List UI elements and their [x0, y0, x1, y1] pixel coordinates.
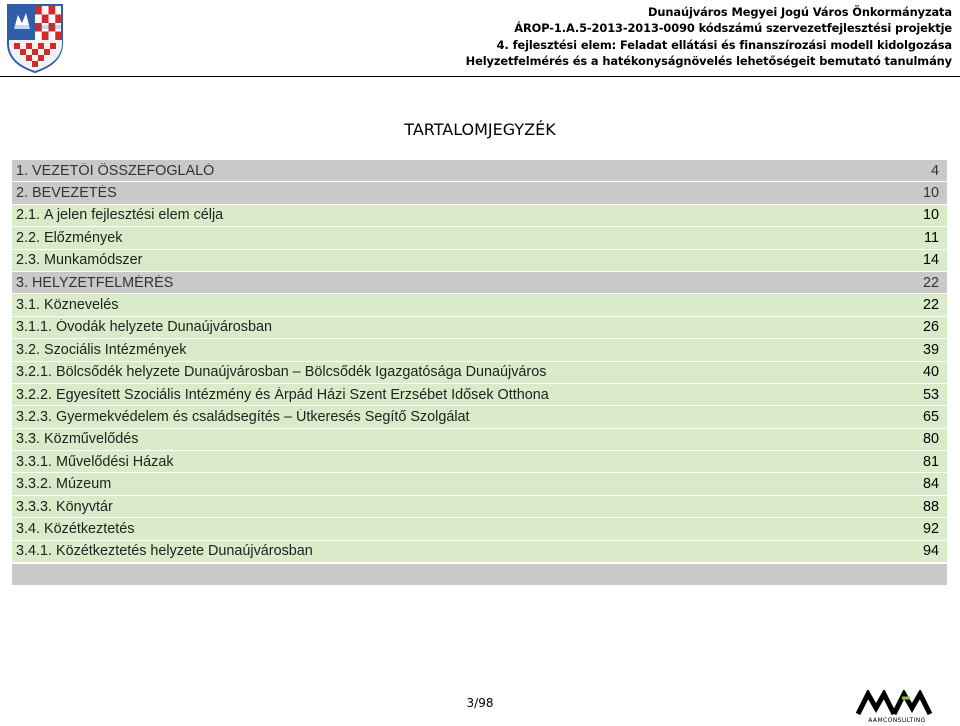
- toc-entry-number: 2.1.: [16, 207, 41, 224]
- aam-consulting-logo: [856, 690, 938, 724]
- toc-entry-number: 3.3.3.: [16, 498, 53, 515]
- toc-entry-page: 53: [922, 386, 939, 403]
- header-divider: [0, 76, 960, 77]
- toc-entry[interactable]: [12, 429, 947, 450]
- header-line-development-element: 4. fejlesztési elem: Feladat ellátási és finanszírozási modell kidolgozása: [496, 37, 952, 52]
- toc-entry-label: Gyermekvédelem és családsegítés – Útkeresés Segítő Szolgálat: [56, 408, 470, 425]
- toc-entry-number: 3.2.1.: [16, 364, 53, 381]
- header-line-study-title: Helyzetfelmérés és a hatékonyságnövelés lehetőségeit bemutató tanulmány: [465, 54, 952, 69]
- toc-entry[interactable]: [12, 541, 947, 562]
- toc-entry-label: Köznevelés: [44, 297, 119, 314]
- toc-entry-page: 92: [922, 520, 939, 537]
- toc-entry-page: 81: [922, 453, 939, 470]
- toc-entry[interactable]: [12, 182, 947, 203]
- toc-entry-page: 4: [930, 162, 939, 179]
- toc-title: TARTALOMJEGYZÉK: [404, 120, 556, 139]
- toc-entry-page: 94: [922, 543, 939, 560]
- toc-entry-number: 3.2.2.: [16, 386, 53, 403]
- toc-entry[interactable]: [12, 339, 947, 360]
- toc-entry-number: 3.2.3.: [16, 408, 53, 425]
- toc-entry[interactable]: [12, 317, 947, 338]
- toc-entry-label: BEVEZETÉS: [32, 185, 117, 202]
- toc-entry[interactable]: [12, 160, 947, 181]
- toc-entry-label: Szociális Intézmények: [44, 341, 187, 358]
- header-line-municipality: Dunaújváros Megyei Jogú Város Önkormányzata: [647, 5, 952, 19]
- toc-entry-label: Művelődési Házak: [56, 453, 174, 470]
- toc-entry-number: 3.4.1.: [16, 543, 53, 560]
- toc-entry-page: 65: [922, 408, 939, 425]
- toc-entry[interactable]: [12, 451, 947, 472]
- toc-entry-label: VEZETŐI ÖSSZEFOGLALÓ: [32, 162, 215, 179]
- toc-entry-number: 2.3.: [16, 252, 41, 269]
- toc-entry[interactable]: [12, 473, 947, 494]
- toc-entry-page: 22: [922, 297, 939, 314]
- toc-entry-number: 3.4.: [16, 520, 41, 537]
- aam-consulting-logo-icon: [856, 690, 938, 716]
- header-text-block: [466, 4, 952, 70]
- logo-text: AAMCONSULTING: [868, 717, 926, 724]
- toc-entry[interactable]: [12, 496, 947, 517]
- toc-entry-page: 22: [922, 274, 939, 291]
- toc-entry-label: Egyesített Szociális Intézmény és Árpád Házi Szent Erzsébet Idősek Otthona: [56, 386, 549, 403]
- page-header: [0, 0, 960, 76]
- coat-of-arms-icon: [6, 3, 64, 73]
- toc-entry-number: 3.: [16, 274, 29, 291]
- toc-entry-number: 3.3.2.: [16, 476, 53, 493]
- toc-entry-page: 80: [922, 431, 939, 448]
- toc-entry-label: Könyvtár: [56, 498, 113, 515]
- toc-entry-number: 3.3.1.: [16, 453, 53, 470]
- toc-entry-label: A jelen fejlesztési elem célja: [44, 207, 224, 224]
- toc-entry[interactable]: [12, 362, 947, 383]
- toc-entry-number: 3.2.: [16, 341, 41, 358]
- toc-entry-page: 10: [922, 185, 939, 202]
- toc-entry[interactable]: [12, 406, 947, 427]
- toc-entry[interactable]: [12, 205, 947, 226]
- toc-entry-page: 40: [922, 364, 939, 381]
- toc-entry-page: 10: [922, 207, 939, 224]
- toc-entry[interactable]: [12, 518, 947, 539]
- toc-entry[interactable]: [12, 272, 947, 293]
- toc-entry-label: Bölcsődék helyzete Dunaújvárosban – Bölcsődék Igazgatósága Dunaújváros: [56, 364, 547, 381]
- toc-entry-page: 84: [922, 476, 939, 493]
- header-line-project-code: ÁROP-1.A.5-2013-2013-0090 kódszámú szervezetfejlesztési projektje: [514, 21, 952, 36]
- page-number: 3/98: [466, 696, 494, 710]
- toc-entry-number: 3.1.1.: [16, 319, 53, 336]
- toc-entry-page: 11: [924, 229, 939, 246]
- toc-empty-row: [12, 564, 947, 585]
- table-of-contents: [12, 160, 947, 585]
- toc-entry-label: HELYZETFELMÉRÉS: [32, 274, 174, 291]
- toc-entry[interactable]: [12, 250, 947, 271]
- toc-entry-label: Múzeum: [56, 476, 112, 493]
- toc-entry-label: Előzmények: [44, 229, 123, 246]
- toc-entry-number: 2.: [16, 185, 29, 202]
- toc-entries: [12, 160, 947, 562]
- toc-entry-page: 26: [922, 319, 939, 336]
- toc-entry[interactable]: [12, 384, 947, 405]
- toc-entry-number: 1.: [16, 162, 29, 179]
- toc-entry-page: 88: [922, 498, 939, 515]
- toc-entry-number: 2.2.: [16, 229, 41, 246]
- toc-entry-number: 3.1.: [16, 297, 41, 314]
- toc-entry-label: Közművelődés: [44, 431, 139, 448]
- toc-entry-label: Óvodák helyzete Dunaújvárosban: [56, 319, 272, 336]
- toc-entry-page: 14: [922, 252, 939, 269]
- toc-entry-number: 3.3.: [16, 431, 41, 448]
- toc-entry[interactable]: [12, 227, 947, 248]
- toc-entry[interactable]: [12, 294, 947, 315]
- toc-entry-page: 39: [922, 341, 939, 358]
- toc-entry-label: Közétkeztetés: [44, 520, 135, 537]
- toc-entry-label: Közétkeztetés helyzete Dunaújvárosban: [56, 543, 313, 560]
- toc-entry-label: Munkamódszer: [44, 252, 143, 269]
